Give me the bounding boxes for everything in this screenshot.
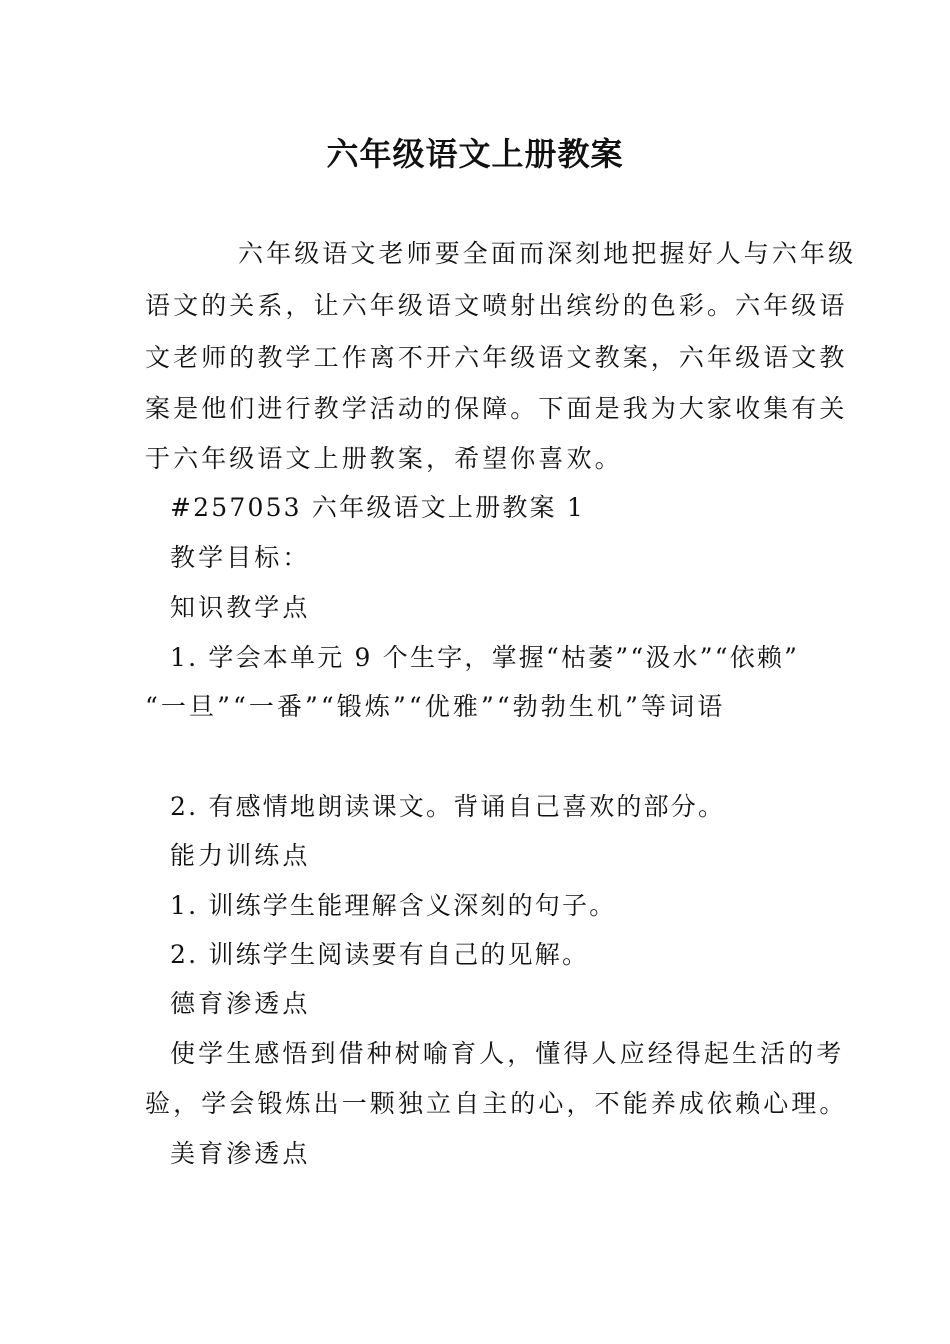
knowledge-label: 知识教学点 xyxy=(170,593,311,622)
intro-line-1: 六年级语文老师要全面而深刻地把握好人与六年级 xyxy=(238,239,857,268)
intro-line-5: 于六年级语文上册教案，希望你喜欢。 xyxy=(145,444,623,473)
knowledge-item-1-line-2: “一旦”“一番”“锻炼”“优雅”“勃勃生机”等词语 xyxy=(145,692,726,721)
intro-line-4: 案是他们进行教学活动的保障。下面是我为大家收集有关 xyxy=(145,394,848,423)
moral-line-2: 验，学会锻炼出一颗独立自主的心，不能养成依赖心理。 xyxy=(145,1089,848,1118)
teaching-goals-label: 教学目标： xyxy=(170,543,311,572)
aesthetic-label: 美育渗透点 xyxy=(170,1139,311,1168)
section-heading: #257053 六年级语文上册教案 1 xyxy=(170,493,585,522)
knowledge-item-2: 2. 有感情地朗读课文。背诵自己喜欢的部分。 xyxy=(170,792,726,821)
knowledge-item-1-line-1: 1. 学会本单元 9 个生字，掌握“枯萎”“汲水”“依赖” xyxy=(170,643,800,672)
ability-item-2: 2. 训练学生阅读要有自己的见解。 xyxy=(170,940,590,969)
ability-label: 能力训练点 xyxy=(170,841,311,870)
intro-line-3: 文老师的教学工作离不开六年级语文教案，六年级语文教 xyxy=(145,343,848,372)
moral-line-1: 使学生感悟到借种树喻育人，懂得人应经得起生活的考 xyxy=(170,1039,845,1068)
intro-line-2: 语文的关系，让六年级语文喷射出缤纷的色彩。六年级语 xyxy=(145,291,848,320)
document-title: 六年级语文上册教案 xyxy=(326,135,624,173)
ability-item-1: 1. 训练学生能理解含义深刻的句子。 xyxy=(170,891,617,920)
moral-label: 德育渗透点 xyxy=(170,989,311,1018)
